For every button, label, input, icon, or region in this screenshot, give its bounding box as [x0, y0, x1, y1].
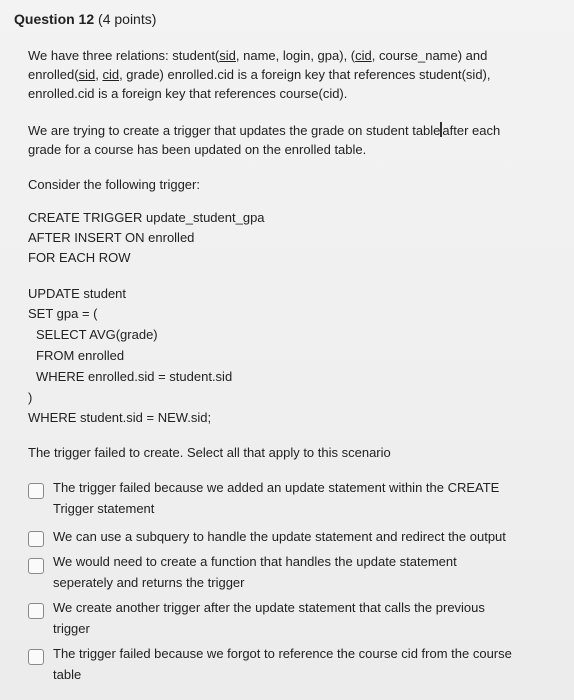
goal-text: grade for a course has been updated on the enrolled table. — [28, 142, 367, 157]
goal-text: after each — [442, 123, 501, 138]
option-checkbox[interactable] — [28, 531, 44, 547]
option-checkbox[interactable] — [28, 558, 44, 574]
code-line: WHERE student.sid = NEW.sid; — [28, 410, 212, 425]
key-sid: sid — [78, 67, 96, 82]
option-label[interactable]: The trigger failed because we forgot to reference the course cid from the course table — [53, 646, 512, 682]
key-cid: cid — [102, 67, 120, 82]
schema-text: , — [95, 67, 103, 82]
option-checkbox[interactable] — [28, 603, 44, 619]
code-line: WHERE enrolled.sid = student.sid — [36, 369, 233, 384]
text-cursor-icon — [440, 122, 442, 137]
question-header — [14, 10, 156, 28]
question-number: Question 12 — [14, 11, 95, 27]
option-checkbox[interactable] — [28, 649, 44, 665]
code-line: AFTER INSERT ON enrolled — [28, 230, 195, 245]
key-cid: cid — [355, 48, 372, 63]
schema-text: , grade) enrolled.cid is a foreign key that references student(sid), — [119, 67, 491, 82]
option-label[interactable]: The trigger failed because we added an update statement within the CREATE Trigger statement — [53, 480, 500, 516]
consider-text: Consider the following trigger: — [28, 177, 200, 192]
code-line: SELECT AVG(grade) — [36, 327, 158, 342]
code-line: CREATE TRIGGER update_student_gpa — [28, 210, 265, 225]
code-line: SET gpa = ( — [28, 306, 98, 321]
option-checkbox[interactable] — [28, 483, 44, 499]
schema-text: , course_name) and — [371, 48, 488, 63]
option-label[interactable]: We can use a subquery to handle the update statement and redirect the output — [53, 529, 506, 544]
schema-text: We have three relations: student( — [28, 48, 220, 63]
key-sid: sid — [219, 48, 236, 63]
schema-text: , name, login, gpa), ( — [235, 48, 356, 63]
code-line: FROM enrolled — [36, 348, 125, 363]
option-label[interactable]: We would need to create a function that handles the update statement seperately and returns the trigger — [53, 554, 457, 590]
code-line: UPDATE student — [28, 286, 127, 301]
code-line: FOR EACH ROW — [28, 250, 131, 265]
goal-text: We are trying to create a trigger that updates the grade on student table — [28, 123, 441, 138]
schema-text: enrolled( — [28, 67, 79, 82]
schema-description — [28, 46, 553, 103]
question-points: (4 points) — [98, 11, 157, 27]
option-label[interactable]: We create another trigger after the update statement that calls the previous trigger — [53, 600, 485, 636]
schema-text: enrolled.cid is a foreign key that references course(cid). — [28, 86, 348, 101]
goal-description — [28, 121, 553, 159]
question-prompt: The trigger failed to create. Select all that apply to this scenario — [28, 445, 391, 460]
code-line: ) — [28, 390, 33, 405]
